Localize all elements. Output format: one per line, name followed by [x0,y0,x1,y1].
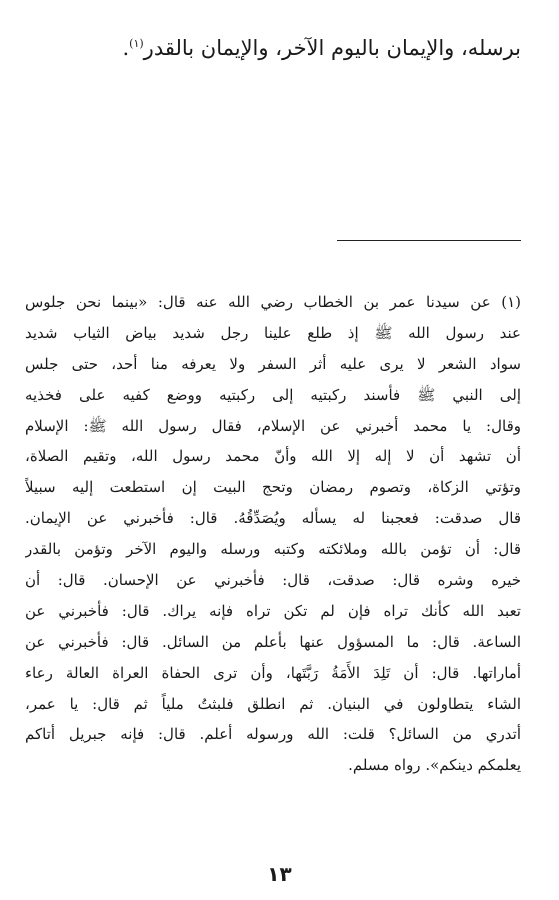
footnote-line: الساعة. قال: ما المسؤول عنها بأعلم من السائل. قال: فأخبرني عن [25,632,521,651]
footnote-line: خيره وشره قال: صدقت، قال: فأخبرني عن الإحسان. قال: أن [25,571,521,590]
footnote-line: قال صدقت: فعجبنا له يسأله ويُصَدِّقُهُ. قال: فأخبرني عن الإيمان. [25,509,521,528]
footnote-line: أتدري من السائل؟ قلت: الله ورسوله أعلم. قال: فإنه جبريل أتاكم [25,725,521,744]
footnote [25,287,521,781]
footnote-line: أماراتها. قال: أن تَلِدَ الأَمَةُ رَبَّتَها، وأن ترى الحفاة العراة العالة رعاء [25,663,521,682]
footnote-line: وقال: يا محمد أخبرني عن الإسلام، فقال رسول الله ﷺ: الإسلام [25,416,521,435]
end-mark: . [122,36,130,60]
footnote-line: عند رسول الله ﷺ إذ طلع علينا رجل شديد بياض الثياب شديد [25,323,521,342]
footnote-line: أن تشهد أن لا إله إلا الله وأنّ محمد رسول الله، وتقيم الصلاة، [25,447,521,466]
footnote-line: يعلمكم دينكم». رواه مسلم. [348,756,521,775]
main-text [41,28,521,64]
footnote-line: وتؤتي الزكاة، وتصوم رمضان وتحج البيت إن استطعت إليه سبيلاً [25,478,521,497]
main-text-line: برسله، والإيمان باليوم الآخر، والإيمان بالقدر [143,36,521,60]
footnote-separator [337,240,521,241]
footnote-line: قال: أن تؤمن بالله وملائكته وكتبه ورسله واليوم الآخر وتؤمن بالقدر [25,540,521,559]
footnote-line: (١) عن سيدنا عمر بن الخطاب رضي الله عنه قال: «بينما نحن جلوس [25,293,521,311]
page-number: ١٣ [267,862,292,886]
footnote-line: الشاء يتطاولون في البنيان. ثم انطلق فلبثتُ ملياً ثم قال: يا عمر، [25,694,521,713]
footnote-line: إلى النبي ﷺ فأسند ركبتيه إلى ركبتيه ووضع كفيه على فخذيه [25,385,521,404]
footnote-reference[interactable]: (١) [129,37,144,50]
footnote-line: تعبد الله كأنك تراه فإن لم تكن تراه فإنه يراك. قال: فأخبرني عن [25,601,521,620]
footnote-line: سواد الشعر لا يرى عليه أثر السفر ولا يعرفه منا أحد، حتى جلس [25,354,521,373]
